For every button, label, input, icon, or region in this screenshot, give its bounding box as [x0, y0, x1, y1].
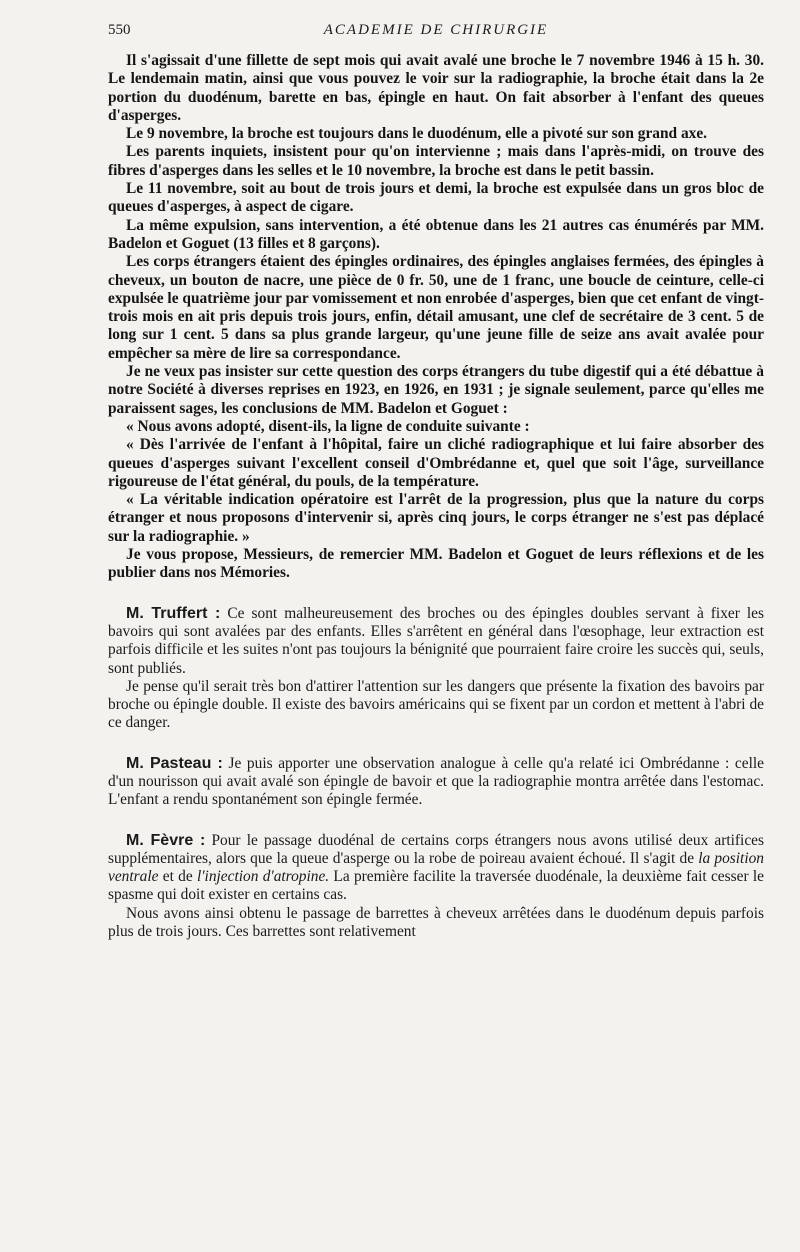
paragraph: Les parents inquiets, insistent pour qu'on intervienne ; mais dans l'après-midi, on trouve des fibres d'asperges dans les selles et le 10 novembre, la broche est dans le petit bassin. [108, 143, 764, 179]
paragraph-text: Pour le passage duodénal de certains corps étrangers nous avons utilisé deux artifices supplémentaires, alors que la queue d'asperge ou la robe de poireau avaient échoué. Il s'agit de [108, 831, 764, 867]
discussion-fevre [108, 832, 764, 942]
paragraph [108, 755, 764, 810]
running-head: ACADEMIE DE CHIRURGIE [323, 22, 549, 38]
discussion-pasteau [108, 755, 764, 810]
page-header [108, 22, 764, 52]
paragraph-text: La première facilite la traversée duodénale, la deuxième fait cesser le spasme qui doit exister en certains cas. [108, 868, 764, 904]
paragraph: Les corps étrangers étaient des épingles ordinaires, des épingles anglaises fermées, des épingles à cheveux, un bouton de nacre, une pièce de 0 fr. 50, une de 1 franc, une boucle de ceinture, celle-ci expulsée le quatrième jour par vomissement et non enrobée d'asperges, bien que cet enfant de vingt-trois mois en ait pris depuis trois jours, enfin, détail amusant, une clef de secrétaire de 3 cent. 5 de long sur 1 cent. 5 dans sa plus grande largeur, qu'une jeune fille de seize ans avait avalée pour empêcher sa mère de lire sa correspondance. [108, 253, 764, 362]
paragraph: Je ne veux pas insister sur cette question des corps étrangers du tube digestif qui a été débattue à notre Société à diverses reprises en 1923, en 1926, en 1931 ; je signale seulement, parce qu'elles me paraissent sages, les conclusions de MM. Badelon et Goguet : [108, 363, 764, 417]
speaker-name: M. Pasteau : [126, 754, 223, 772]
paragraph: Le 11 novembre, soit au bout de trois jours et demi, la broche est expulsée dans un gros bloc de queues d'asperges, à aspect de cigare. [108, 180, 764, 216]
report-section [108, 52, 764, 583]
paragraph-text: et de [158, 868, 197, 886]
paragraph [108, 832, 764, 905]
paragraph: Je vous propose, Messieurs, de remercier MM. Badelon et Goguet de leurs réflexions et de les publier dans nos Mémories. [108, 546, 764, 582]
paragraph: « Nous avons adopté, disent-ils, la ligne de conduite suivante : [126, 417, 530, 435]
page-number: 550 [108, 22, 131, 38]
paragraph: Le 9 novembre, la broche est toujours dans le duodénum, elle a pivoté sur son grand axe. [126, 125, 708, 143]
paragraph-text: Ce sont malheureusement des broches ou des épingles doubles servant à fixer les bavoirs qui sont avalées par des enfants. Elles s'arrêtent en général dans l'œsophage, leur extraction est parfois difficile et les suites n'ont pas toujours la bénignité que pourraient faire croire les succès qui, seuls, sont publiés. [108, 604, 764, 677]
paragraph [108, 605, 764, 678]
emphasis-text: la position ventrale [108, 849, 764, 886]
paragraph: La même expulsion, sans intervention, a été obtenue dans les 21 autres cas énumérés par MM. Badelon et Goguet (13 filles et 8 garçons). [108, 216, 764, 252]
speaker-name: M. Truffert : [126, 604, 221, 622]
paragraph-text: Je puis apporter une observation analogue à celle qu'a relaté ici Ombrédanne : celle d'un nourisson qui avait avalé son épingle de bavoir et que la radiographie montra arrêtée dans l'estomac. L'enfant a rendu spontanément son épingle fermée. [108, 754, 764, 809]
paragraph: Nous avons ainsi obtenu le passage de barrettes à cheveux arrêtées dans le duodénum depuis parfois plus de trois jours. Ces barrettes sont relativement [108, 904, 764, 941]
speaker-name: M. Fèvre : [126, 831, 206, 849]
emphasis-text: l'injection d'atropine. [196, 868, 330, 886]
paragraph: « Dès l'arrivée de l'enfant à l'hôpital, faire un cliché radiographique et lui faire absorber des queues d'asperges suivant l'excellent conseil d'Ombrédanne et, quel que soit l'âge, surveillance rigoureuse de l'état général, du pouls, de la température. [108, 436, 764, 490]
paragraph: Il s'agissait d'une fillette de sept mois qui avait avalé une broche le 7 novembre 1946 à 15 h. 30. Le lendemain matin, ainsi que vous pouvez le voir sur la radiographie, la broche était dans la 2e portion du duodénum, barette en bas, épingle en haut. On fait absorber à l'enfant des queues d'asperges. [108, 52, 764, 124]
paragraph: « La véritable indication opératoire est l'arrêt de la progression, plus que la nature du corps étranger et nous proposons d'intervenir si, après cinq jours, le corps étranger ne s'est pas déplacé sur la radiographie. » [108, 491, 764, 545]
article-body [108, 52, 764, 941]
discussion-truffert [108, 605, 764, 733]
paragraph: Je pense qu'il serait très bon d'attirer l'attention sur les dangers que présente la fixation des bavoirs par broche ou épingle double. Il existe des bavoirs américains qui se fixent par un cordon et mettent à l'abri de ce danger. [108, 677, 764, 732]
